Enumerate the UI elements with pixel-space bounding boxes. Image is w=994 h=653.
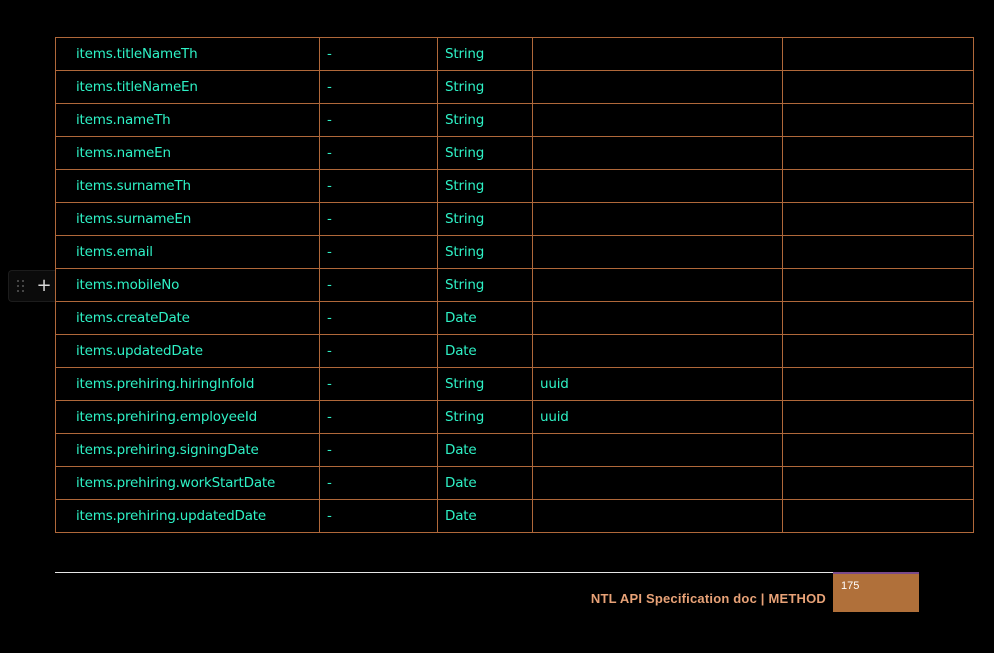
description-cell: uuid — [533, 401, 783, 434]
table-row — [56, 38, 974, 71]
field-name-cell: items.prehiring.workStartDate — [56, 467, 320, 500]
field-name-cell: items.prehiring.employeeId — [56, 401, 320, 434]
field-name-cell: items.titleNameTh — [56, 38, 320, 71]
page-number-box — [833, 572, 919, 612]
remark-cell — [783, 335, 974, 368]
description-cell — [533, 38, 783, 71]
description-cell — [533, 467, 783, 500]
field-name-cell: items.updatedDate — [56, 335, 320, 368]
table-row — [56, 335, 974, 368]
required-cell: - — [320, 335, 438, 368]
table-row — [56, 368, 974, 401]
page-number: 175 — [841, 580, 860, 592]
description-cell — [533, 269, 783, 302]
remark-cell — [783, 434, 974, 467]
description-cell — [533, 203, 783, 236]
field-spec-table — [55, 37, 974, 533]
required-cell: - — [320, 269, 438, 302]
remark-cell — [783, 236, 974, 269]
description-cell — [533, 500, 783, 533]
plus-icon[interactable]: + — [36, 275, 52, 296]
field-name-cell: items.nameTh — [56, 104, 320, 137]
field-name-cell: items.titleNameEn — [56, 71, 320, 104]
remark-cell — [783, 500, 974, 533]
field-name-cell: items.prehiring.updatedDate — [56, 500, 320, 533]
type-cell: Date — [438, 467, 533, 500]
field-name-cell: items.prehiring.signingDate — [56, 434, 320, 467]
table-row — [56, 500, 974, 533]
remark-cell — [783, 368, 974, 401]
table-row — [56, 137, 974, 170]
type-cell: String — [438, 104, 533, 137]
type-cell: String — [438, 71, 533, 104]
type-cell: Date — [438, 434, 533, 467]
description-cell — [533, 302, 783, 335]
type-cell: String — [438, 38, 533, 71]
remark-cell — [783, 170, 974, 203]
field-name-cell: items.surnameEn — [56, 203, 320, 236]
required-cell: - — [320, 401, 438, 434]
description-cell — [533, 170, 783, 203]
type-cell: String — [438, 203, 533, 236]
remark-cell — [783, 71, 974, 104]
field-name-cell: items.createDate — [56, 302, 320, 335]
field-name-cell: items.surnameTh — [56, 170, 320, 203]
required-cell: - — [320, 434, 438, 467]
required-cell: - — [320, 236, 438, 269]
table-row — [56, 203, 974, 236]
type-cell: String — [438, 236, 533, 269]
required-cell: - — [320, 137, 438, 170]
description-cell — [533, 104, 783, 137]
table-row — [56, 170, 974, 203]
table-row — [56, 71, 974, 104]
required-cell: - — [320, 38, 438, 71]
type-cell: Date — [438, 302, 533, 335]
table-row — [56, 434, 974, 467]
footer-divider — [55, 572, 833, 573]
remark-cell — [783, 38, 974, 71]
type-cell: Date — [438, 335, 533, 368]
remark-cell — [783, 401, 974, 434]
description-cell — [533, 236, 783, 269]
required-cell: - — [320, 302, 438, 335]
field-name-cell: items.mobileNo — [56, 269, 320, 302]
required-cell: - — [320, 104, 438, 137]
remark-cell — [783, 104, 974, 137]
remark-cell — [783, 302, 974, 335]
type-cell: String — [438, 137, 533, 170]
table-row — [56, 269, 974, 302]
required-cell: - — [320, 71, 438, 104]
required-cell: - — [320, 170, 438, 203]
table-row — [56, 401, 974, 434]
description-cell — [533, 71, 783, 104]
required-cell: - — [320, 500, 438, 533]
field-name-cell: items.prehiring.hiringInfoId — [56, 368, 320, 401]
type-cell: String — [438, 368, 533, 401]
type-cell: String — [438, 170, 533, 203]
type-cell: Date — [438, 500, 533, 533]
required-cell: - — [320, 368, 438, 401]
description-cell — [533, 335, 783, 368]
type-cell: String — [438, 401, 533, 434]
description-cell — [533, 434, 783, 467]
footer-title: NTL API Specification doc | METHOD — [590, 591, 826, 606]
remark-cell — [783, 137, 974, 170]
remark-cell — [783, 467, 974, 500]
type-cell: String — [438, 269, 533, 302]
drag-handle-icon[interactable] — [17, 280, 25, 292]
block-row-controls — [8, 270, 55, 302]
remark-cell — [783, 269, 974, 302]
description-cell: uuid — [533, 368, 783, 401]
table-row — [56, 104, 974, 137]
description-cell — [533, 137, 783, 170]
table-row — [56, 236, 974, 269]
required-cell: - — [320, 203, 438, 236]
remark-cell — [783, 203, 974, 236]
field-name-cell: items.email — [56, 236, 320, 269]
table-row — [56, 467, 974, 500]
table-row — [56, 302, 974, 335]
required-cell: - — [320, 467, 438, 500]
table-body — [56, 38, 974, 533]
field-name-cell: items.nameEn — [56, 137, 320, 170]
